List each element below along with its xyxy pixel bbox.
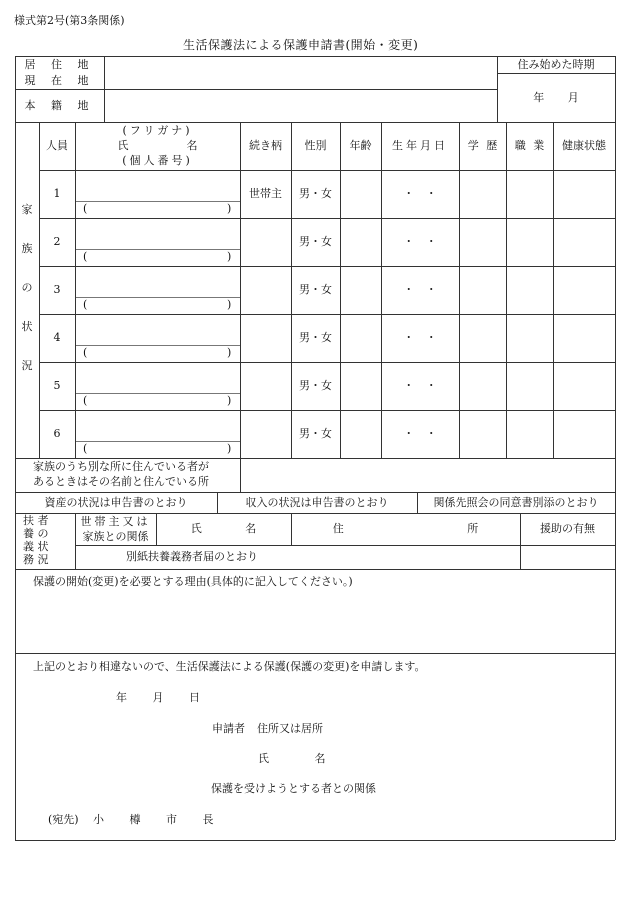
birth-field[interactable]: ・ ・ [403,235,437,249]
row-num: 2 [53,235,61,249]
residence-field[interactable] [108,59,493,87]
mynumber-paren-close: ) [227,298,232,311]
birth-field[interactable]: ・ ・ [403,187,437,201]
header-education: 学 歴 [467,139,498,153]
sex-selector[interactable]: 男・女 [299,379,332,393]
applicant-address-label: 住所又は居所 [257,722,323,735]
residence-since-value[interactable]: 年 月 [533,90,579,104]
header-name-1: 氏 [117,138,129,152]
residence-since-label: 住み始めた時期 [517,57,595,71]
row-num: 1 [53,187,61,201]
header-furigana: (フリガナ) [122,123,193,137]
mynumber-paren-open: ( [83,394,88,407]
birth-field[interactable]: ・ ・ [403,379,437,393]
header-age: 年齢 [349,139,372,153]
header-num: 人員 [46,139,68,153]
mynumber-paren-close: ) [227,202,232,215]
declaration-statement: 上記のとおり相違ないので、生活保護法による保護(保護の変更)を申請します。 [33,660,426,673]
mynumber-paren-close: ) [227,250,232,263]
relation-value[interactable] [240,314,291,362]
mynumber-paren-open: ( [83,298,88,311]
mynumber-paren-close: ) [227,442,232,455]
name-field[interactable] [78,316,238,344]
assets-status: 資産の状況は申告書のとおり [44,495,188,509]
dependents-support-field[interactable] [523,547,613,567]
reason-label: 保護の開始(変更)を必要とする理由(具体的に記入してください。) [33,575,353,588]
dependents-side-line: 務 況 [23,553,49,566]
dependents-side-line: 義 状 [23,540,49,553]
current-location-label: 現 在 地 [24,74,95,88]
separate-living-note-2: あるときはその名前と住んでいる所 [33,475,209,488]
header-relation: 続き柄 [249,139,282,153]
mynumber-paren-open: ( [83,202,88,215]
birth-field[interactable]: ・ ・ [403,283,437,297]
name-field[interactable] [78,220,238,248]
mynumber-paren-open: ( [83,442,88,455]
applicant-name-label: 氏 名 [258,752,326,765]
birth-field[interactable]: ・ ・ [403,331,437,345]
relation-value[interactable] [240,218,291,266]
mynumber-paren-close: ) [227,346,232,359]
separate-living-note-1: 家族のうち別な所に住んでいる者が [33,460,209,473]
birth-field[interactable]: ・ ・ [403,427,437,441]
honseki-field[interactable] [108,92,493,120]
mynumber-paren-close: ) [227,394,232,407]
name-field[interactable] [78,412,238,440]
header-mynumber: (個人番号) [122,153,193,167]
family-side-char: 況 [21,359,33,373]
inquiry-status: 関係先照会の同意書別添のとおり [433,495,599,509]
row-num: 3 [53,283,61,297]
dependents-name-header: 氏 名 [190,522,257,536]
header-sex: 性別 [304,139,327,153]
family-side-char: 族 [21,242,33,256]
family-side-char: 家 [21,203,33,217]
relation-value[interactable] [240,362,291,410]
relation-value[interactable] [240,266,291,314]
form-number: 様式第2号(第3条関係) [14,14,125,27]
relation-value: 世帯主 [249,187,282,201]
residence-label: 居 住 地 [24,58,95,72]
sex-selector[interactable]: 男・女 [299,427,332,441]
dependents-support-header: 援助の有無 [540,522,595,536]
dependents-address-header: 住 所 [332,522,479,536]
reason-field[interactable] [18,594,612,650]
name-field[interactable] [78,172,238,200]
dependents-relation-header-2: 家族との関係 [82,529,149,543]
applicant-label: 申請者 [212,722,245,735]
sex-selector[interactable]: 男・女 [299,283,332,297]
sex-selector[interactable]: 男・女 [299,331,332,345]
family-side-char: の [21,281,33,295]
row-num: 4 [53,331,61,345]
header-job: 職 業 [514,139,545,153]
name-field[interactable] [78,268,238,296]
dependents-note: 別紙扶養義務者届のとおり [126,550,258,563]
header-birth: 生年月日 [392,139,448,153]
row-num: 5 [53,379,61,393]
page-title: 生活保護法による保護申請書(開始・変更) [183,38,419,52]
addressee-mayor: 小 樽 市 長 [93,813,214,826]
header-health: 健康状態 [562,139,606,153]
income-status: 収入の状況は申告書のとおり [245,495,389,509]
mynumber-paren-open: ( [83,250,88,263]
relationship-label: 保護を受けようとする者との関係 [211,782,376,795]
sex-selector[interactable]: 男・女 [299,235,332,249]
mynumber-paren-open: ( [83,346,88,359]
age-field[interactable] [342,172,379,216]
family-side-char: 状 [21,320,33,334]
dependents-side-line: 養 の [23,527,49,540]
name-field[interactable] [78,364,238,392]
row-num: 6 [53,427,61,441]
addressee-label: (宛先) [48,813,79,826]
application-date[interactable]: 年 月 日 [116,691,200,704]
dependents-relation-header-1: 世帯主又は [80,514,151,528]
honseki-label: 本 籍 地 [24,98,95,112]
sex-selector[interactable]: 男・女 [299,187,332,201]
separate-living-field[interactable] [243,460,612,490]
dependents-side-line: 扶 者 [23,514,49,527]
header-name-2: 名 [186,138,198,152]
relation-value[interactable] [240,410,291,458]
